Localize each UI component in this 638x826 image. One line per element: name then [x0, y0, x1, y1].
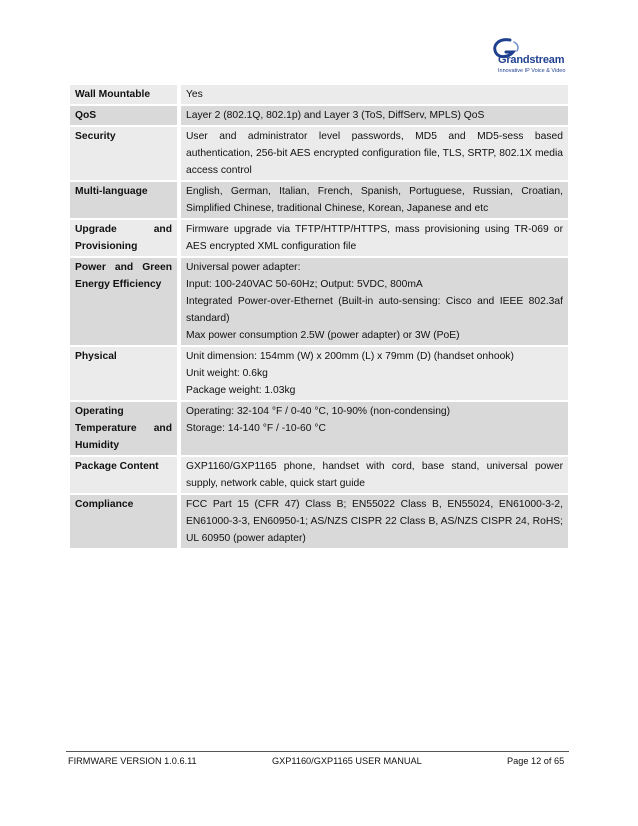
spec-label: QoS	[70, 106, 177, 125]
spec-value	[177, 402, 568, 455]
spec-value-line: Yes	[186, 89, 203, 100]
spec-row	[70, 127, 568, 180]
specifications-table	[70, 83, 568, 550]
spec-label: Package Content	[70, 457, 177, 493]
spec-value	[177, 85, 568, 104]
footer-page-number: Page 12 of 65	[507, 756, 565, 766]
spec-row	[70, 220, 568, 256]
spec-label: Compliance	[70, 495, 177, 548]
footer-manual-title: GXP1160/GXP1165 USER MANUAL	[272, 756, 422, 766]
spec-row	[70, 85, 568, 104]
spec-value-line: Firmware upgrade via TFTP/HTTP/HTTPS, mass provisioning using TR-069 or AES encrypted XML configuration file	[186, 224, 563, 252]
spec-value-line: Package weight: 1.03kg	[186, 385, 296, 396]
spec-value	[177, 220, 568, 256]
grandstream-logo	[488, 36, 568, 80]
spec-value	[177, 457, 568, 493]
spec-value	[177, 106, 568, 125]
spec-label: Wall Mountable	[70, 85, 177, 104]
spec-value-line: Input: 100-240VAC 50-60Hz; Output: 5VDC, 800mA	[186, 279, 423, 290]
spec-value-line: User and administrator level passwords, MD5 and MD5-sess based authentication, 256-bit AES encrypted configuration file, TLS, SRTP, 802.1X media access control	[186, 131, 563, 176]
spec-value-line: Operating: 32-104 °F / 0-40 °C, 10-90% (non-condensing)	[186, 406, 451, 417]
footer-firmware-version: FIRMWARE VERSION 1.0.6.11	[68, 756, 197, 766]
spec-value-line: Integrated Power-over-Ethernet (Built-in auto-sensing: Cisco and IEEE 802.3af standard)	[186, 296, 563, 324]
spec-row	[70, 182, 568, 218]
spec-value	[177, 127, 568, 180]
spec-value	[177, 495, 568, 548]
spec-value	[177, 258, 568, 345]
spec-value-line: GXP1160/GXP1165 phone, handset with cord, base stand, universal power supply, network cable, quick start guide	[186, 461, 563, 489]
spec-row	[70, 495, 568, 548]
spec-value	[177, 182, 568, 218]
spec-value-line: Universal power adapter:	[186, 262, 301, 273]
spec-value-line: FCC Part 15 (CFR 47) Class B; EN55022 Class B, EN55024, EN61000-3-2, EN61000-3-3, EN60950-1; AS/NZS CISPR 22 Class B, AS/NZS CISPR 24, RoHS; UL 60950 (power adapter)	[186, 499, 563, 544]
spec-label: Physical	[70, 347, 177, 400]
spec-row	[70, 347, 568, 400]
logo-brand: Grandstream	[498, 54, 565, 66]
spec-label: Multi-language	[70, 182, 177, 218]
spec-label: Operating Temperature and Humidity	[70, 402, 177, 455]
footer-divider	[66, 751, 569, 752]
spec-label: Power and Green Energy Efficiency	[70, 258, 177, 345]
spec-value-line: Max power consumption 2.5W (power adapter) or 3W (PoE)	[186, 330, 460, 341]
spec-value-line: Storage: 14-140 °F / -10-60 °C	[186, 423, 326, 434]
spec-value-line: Unit dimension: 154mm (W) x 200mm (L) x 79mm (D) (handset onhook)	[186, 351, 514, 362]
spec-row	[70, 402, 568, 455]
spec-value-line: English, German, Italian, French, Spanish, Portuguese, Russian, Croatian, Simplified Chinese, traditional Chinese, Korean, Japanese and etc	[186, 186, 563, 214]
spec-label: Security	[70, 127, 177, 180]
spec-label: Upgrade and Provisioning	[70, 220, 177, 256]
logo-tagline: Innovative IP Voice & Video	[498, 68, 566, 74]
spec-row	[70, 457, 568, 493]
spec-value	[177, 347, 568, 400]
spec-value-line: Unit weight: 0.6kg	[186, 368, 268, 379]
spec-row	[70, 106, 568, 125]
spec-row	[70, 258, 568, 345]
spec-value-line: Layer 2 (802.1Q, 802.1p) and Layer 3 (ToS, DiffServ, MPLS) QoS	[186, 110, 485, 121]
